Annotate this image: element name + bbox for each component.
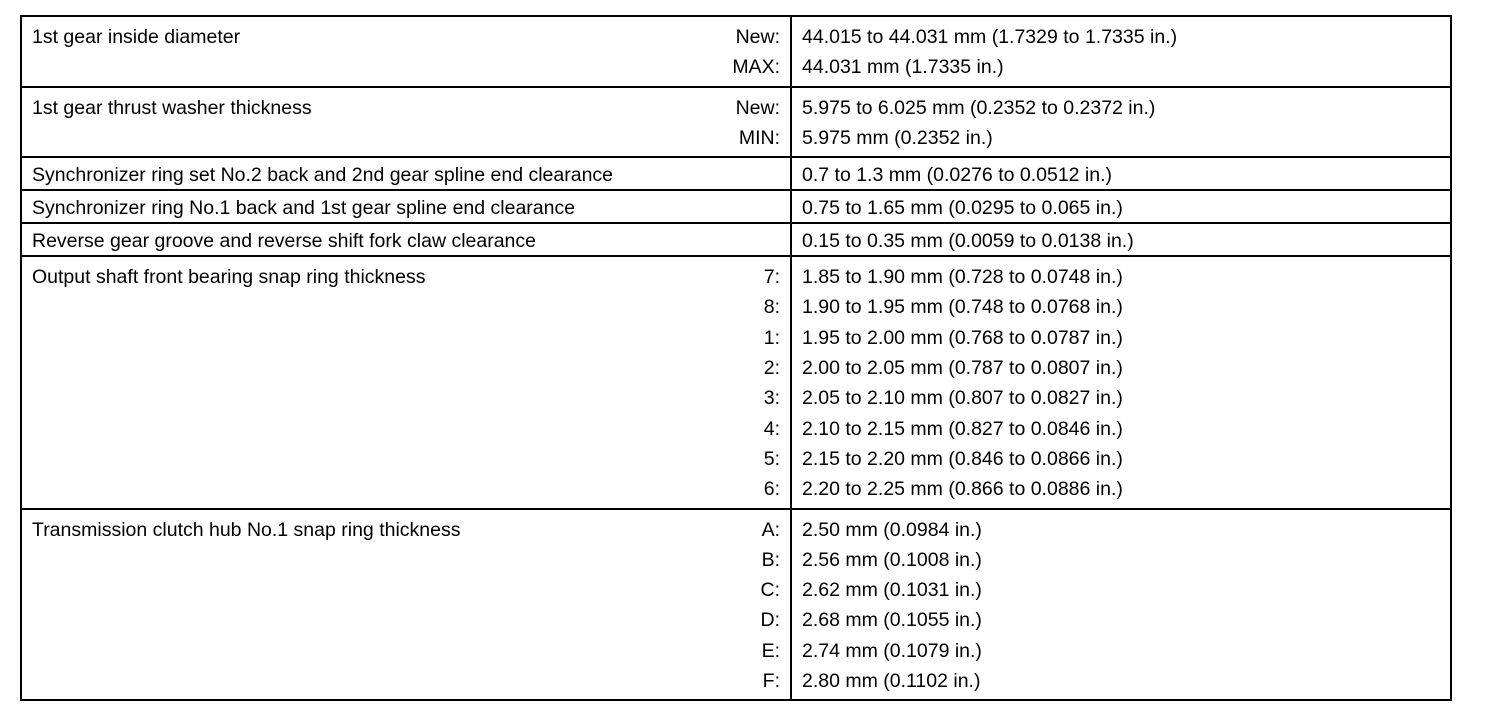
sub-label: 7: — [763, 266, 780, 289]
sub-label-list — [764, 262, 780, 504]
spec-value: 2.74 mm (0.1079 in.) — [802, 639, 982, 662]
sub-label-list — [761, 515, 781, 697]
spec-value: 44.031 mm (1.7335 in.) — [802, 56, 1004, 79]
sub-label: New: — [735, 96, 780, 119]
sub-label: B: — [761, 548, 780, 571]
sub-label-list — [732, 22, 780, 83]
spec-row — [21, 157, 1451, 190]
sub-label: C: — [760, 579, 780, 602]
item-cell — [21, 256, 791, 508]
spec-cell — [791, 87, 1451, 158]
spec-value: 1.85 to 1.90 mm (0.728 to 0.0748 in.) — [802, 266, 1123, 289]
spec-value: 2.68 mm (0.1055 in.) — [802, 609, 982, 632]
spec-cell — [791, 256, 1451, 508]
spec-row — [21, 87, 1451, 158]
item-cell — [21, 157, 791, 190]
spec-value: 2.05 to 2.10 mm (0.807 to 0.0827 in.) — [802, 387, 1123, 410]
item-label: Output shaft front bearing snap ring thickness — [32, 266, 426, 289]
sub-label: A: — [761, 518, 780, 541]
spec-value: 2.50 mm (0.0984 in.) — [802, 518, 982, 541]
item-cell — [21, 190, 791, 223]
item-cell — [21, 509, 791, 701]
spec-cell — [791, 509, 1451, 701]
spec-row — [21, 509, 1451, 701]
spec-value: 1.90 to 1.95 mm (0.748 to 0.0768 in.) — [802, 296, 1123, 319]
item-cell — [21, 16, 791, 87]
sub-label: 1: — [763, 326, 780, 349]
spec-row — [21, 16, 1451, 87]
item-label: Synchronizer ring No.1 back and 1st gear spline end clearance — [32, 197, 576, 220]
spec-value: 0.75 to 1.65 mm (0.0295 to 0.065 in.) — [802, 197, 1123, 220]
sub-label: 2: — [763, 357, 780, 380]
spec-table — [20, 15, 1452, 701]
spec-row — [21, 256, 1451, 508]
spec-value: 2.80 mm (0.1102 in.) — [802, 670, 981, 693]
item-label: Transmission clutch hub No.1 snap ring thickness — [32, 518, 461, 541]
sub-label: MIN: — [738, 126, 780, 149]
item-cell — [21, 223, 791, 256]
spec-value: 1.95 to 2.00 mm (0.768 to 0.0787 in.) — [802, 326, 1123, 349]
sub-label: 6: — [763, 478, 780, 501]
sub-label: D: — [760, 609, 780, 632]
spec-value: 2.62 mm (0.1031 in.) — [802, 579, 982, 602]
spec-value: 44.015 to 44.031 mm (1.7329 to 1.7335 in.) — [802, 26, 1178, 48]
sub-label: 3: — [763, 387, 780, 410]
item-label: Reverse gear groove and reverse shift fork claw clearance — [32, 230, 536, 253]
sub-label: 8: — [763, 296, 780, 319]
sub-label: F: — [762, 670, 780, 693]
spec-value: 2.15 to 2.20 mm (0.846 to 0.0866 in.) — [802, 447, 1123, 470]
spec-value: 5.975 to 6.025 mm (0.2352 to 0.2372 in.) — [802, 96, 1156, 119]
sub-label: New: — [735, 26, 780, 48]
spec-cell — [791, 223, 1451, 256]
spec-value: 0.15 to 0.35 mm (0.0059 to 0.0138 in.) — [802, 230, 1134, 253]
sub-label-list — [736, 93, 780, 154]
item-label: 1st gear thrust washer thickness — [32, 96, 312, 119]
spec-value: 0.7 to 1.3 mm (0.0276 to 0.0512 in.) — [802, 164, 1113, 187]
spec-value: 2.10 to 2.15 mm (0.827 to 0.0846 in.) — [802, 417, 1123, 440]
sub-label: 4: — [763, 417, 780, 440]
spec-cell — [791, 16, 1451, 87]
spec-row — [21, 190, 1451, 223]
sub-label: 5: — [763, 447, 780, 470]
spec-value: 2.20 to 2.25 mm (0.866 to 0.0886 in.) — [802, 478, 1123, 501]
item-cell — [21, 87, 791, 158]
spec-value: 5.975 mm (0.2352 in.) — [802, 126, 993, 149]
sub-label: MAX: — [732, 56, 780, 79]
item-label: Synchronizer ring set No.2 back and 2nd gear spline end clearance — [32, 164, 614, 187]
spec-row — [21, 223, 1451, 256]
item-label: 1st gear inside diameter — [32, 26, 241, 48]
sub-label: E: — [761, 639, 780, 662]
spec-value: 2.56 mm (0.1008 in.) — [802, 548, 982, 571]
spec-value: 2.00 to 2.05 mm (0.787 to 0.0807 in.) — [802, 357, 1123, 380]
spec-cell — [791, 190, 1451, 223]
spec-cell — [791, 157, 1451, 190]
